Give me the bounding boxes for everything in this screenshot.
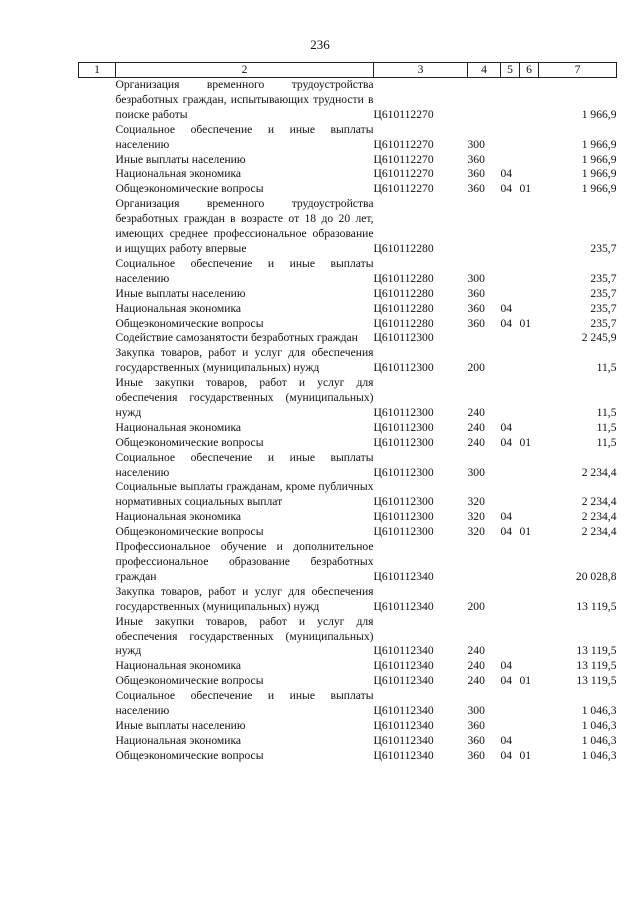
name-cell: Содействие самозанятости безработных граждан (115, 331, 358, 345)
code-cell: Ц610112300 (373, 510, 434, 524)
name-cell: Закупка товаров, работ и услуг для обеспечения государственных (муниципальных) нужд (115, 346, 374, 375)
name-cell: Иные выплаты населению (115, 286, 246, 300)
code-cell: Ц610112300 (373, 495, 434, 509)
name-cell: Закупка товаров, работ и услуг для обеспечения государственных (муниципальных) нужд (115, 584, 374, 613)
vr-cell: 320 (467, 510, 485, 524)
vr-cell: 360 (467, 286, 485, 300)
row-number-cell (79, 182, 116, 197)
code-cell: Ц610112270 (373, 182, 434, 196)
name-cell: Национальная экономика (115, 167, 242, 181)
table-row (79, 436, 617, 451)
vr-cell: 240 (467, 435, 485, 449)
name-cell: Общеэкономические вопросы (115, 674, 264, 688)
name-cell: Общеэкономические вопросы (115, 316, 264, 330)
sum-cell: 13 119,5 (576, 644, 617, 658)
table-row (79, 302, 617, 317)
table-body (79, 78, 617, 764)
pr-cell (520, 78, 539, 123)
page-number: 236 (310, 37, 330, 52)
code-cell: Ц610112270 (373, 137, 434, 151)
name-cell: Общеэкономические вопросы (115, 435, 264, 449)
sum-cell: 1 966,9 (581, 182, 617, 196)
row-number-cell (79, 302, 116, 317)
pr-cell (520, 719, 539, 734)
pr-cell (520, 331, 539, 346)
name-cell: Социальное обеспечение и иные выплаты населению (115, 122, 374, 151)
pr-cell (520, 167, 539, 182)
sum-cell: 11,5 (596, 435, 617, 449)
rz-cell (501, 615, 520, 660)
header-col-6: 6 (520, 63, 539, 78)
sum-cell: 2 245,9 (581, 331, 617, 345)
rz-cell (501, 540, 520, 585)
vr-cell: 240 (467, 644, 485, 658)
row-number-cell (79, 689, 116, 719)
vr-cell: 360 (467, 748, 485, 762)
row-number-cell (79, 167, 116, 182)
sum-cell: 1 966,9 (581, 167, 617, 181)
vr-cell: 240 (467, 674, 485, 688)
rz-cell (501, 257, 520, 287)
table-row (79, 749, 617, 764)
table-row (79, 78, 617, 123)
pr-cell (520, 451, 539, 481)
code-cell: Ц610112280 (373, 301, 434, 315)
vr-cell: 240 (467, 405, 485, 419)
code-cell: Ц610112280 (373, 316, 434, 330)
vr-cell: 360 (467, 301, 485, 315)
header-col-3: 3 (374, 63, 468, 78)
vr-cell (468, 331, 501, 346)
table-row (79, 257, 617, 287)
rz-cell (501, 346, 520, 376)
rz-cell: 04 (500, 167, 513, 181)
pr-cell (520, 287, 539, 302)
name-cell: Общеэкономические вопросы (115, 748, 264, 762)
sum-cell: 1 046,3 (581, 704, 617, 718)
code-cell: Ц610112340 (373, 644, 434, 658)
name-cell: Иные выплаты населению (115, 718, 246, 732)
table-row (79, 585, 617, 615)
sum-cell: 13 119,5 (576, 599, 617, 613)
vr-cell: 360 (467, 182, 485, 196)
name-cell: Общеэкономические вопросы (115, 182, 264, 196)
code-cell: Ц610112270 (373, 152, 434, 166)
rz-cell (501, 123, 520, 153)
vr-cell: 300 (467, 271, 485, 285)
table-row (79, 421, 617, 436)
table-row (79, 689, 617, 719)
pr-cell (520, 376, 539, 421)
table-row (79, 719, 617, 734)
vr-cell: 360 (467, 733, 485, 747)
table-row (79, 674, 617, 689)
table-row (79, 659, 617, 674)
code-cell: Ц610112340 (373, 718, 434, 732)
rz-cell: 04 (500, 733, 513, 747)
sum-cell: 1 966,9 (581, 152, 617, 166)
sum-cell: 13 119,5 (576, 674, 617, 688)
header-row (79, 63, 617, 78)
code-cell: Ц610112340 (373, 704, 434, 718)
code-cell: Ц610112300 (373, 465, 434, 479)
pr-cell: 01 (519, 525, 532, 539)
table-row (79, 615, 617, 660)
table-header (79, 63, 617, 78)
table-row (79, 346, 617, 376)
name-cell: Иные закупки товаров, работ и услуг для обеспечения государственных (муниципальных) нужд (115, 376, 374, 419)
row-number-cell (79, 123, 116, 153)
name-cell: Национальная экономика (115, 510, 242, 524)
row-number-cell (79, 749, 116, 764)
table-row (79, 167, 617, 182)
pr-cell: 01 (519, 435, 532, 449)
rz-cell: 04 (500, 674, 513, 688)
vr-cell (468, 78, 501, 123)
sum-cell: 2 234,4 (581, 465, 617, 479)
sum-cell: 235,7 (590, 316, 617, 330)
vr-cell: 200 (467, 599, 485, 613)
sum-cell: 1 966,9 (581, 107, 617, 121)
row-number-cell (79, 257, 116, 287)
table-row (79, 331, 617, 346)
code-cell: Ц610112280 (373, 271, 434, 285)
rz-cell (501, 153, 520, 168)
vr-cell: 360 (467, 718, 485, 732)
rz-cell (501, 376, 520, 421)
row-number-cell (79, 734, 116, 749)
row-number-cell (79, 346, 116, 376)
code-cell: Ц610112340 (373, 569, 434, 583)
code-cell: Ц610112280 (373, 241, 434, 255)
name-cell: Национальная экономика (115, 301, 242, 315)
sum-cell: 11,5 (596, 405, 617, 419)
name-cell: Социальные выплаты гражданам, кроме публичных нормативных социальных выплат (115, 480, 374, 509)
vr-cell (468, 197, 501, 257)
pr-cell (520, 615, 539, 660)
name-cell: Социальное обеспечение и иные выплаты населению (115, 256, 374, 285)
header-col-1: 1 (79, 63, 116, 78)
vr-cell: 240 (467, 420, 485, 434)
vr-cell: 240 (467, 659, 485, 673)
vr-cell: 300 (467, 465, 485, 479)
name-cell: Организация временного трудоустройства безработных граждан в возрасте от 18 до 20 лет, имеющих среднее профессиональное образование и ищущих работу впервые (115, 197, 374, 255)
row-number-cell (79, 510, 116, 525)
sum-cell: 235,7 (590, 271, 617, 285)
code-cell: Ц610112340 (373, 659, 434, 673)
pr-cell (520, 153, 539, 168)
vr-cell: 360 (467, 316, 485, 330)
sum-cell: 2 234,4 (581, 495, 617, 509)
sum-cell: 2 234,4 (581, 510, 617, 524)
rz-cell (501, 197, 520, 257)
sum-cell: 2 234,4 (581, 525, 617, 539)
sum-cell: 235,7 (590, 286, 617, 300)
pr-cell (520, 197, 539, 257)
rz-cell (501, 287, 520, 302)
row-number-cell (79, 287, 116, 302)
table-row (79, 182, 617, 197)
name-cell: Иные выплаты населению (115, 152, 246, 166)
row-number-cell (79, 451, 116, 481)
sum-cell: 235,7 (590, 241, 617, 255)
code-cell: Ц610112300 (373, 525, 434, 539)
name-cell: Общеэкономические вопросы (115, 525, 264, 539)
rz-cell (501, 689, 520, 719)
row-number-cell (79, 317, 116, 332)
name-cell: Социальное обеспечение и иные выплаты населению (115, 689, 374, 718)
table-row (79, 510, 617, 525)
pr-cell (520, 510, 539, 525)
sum-cell: 13 119,5 (576, 659, 617, 673)
pr-cell: 01 (519, 182, 532, 196)
row-number-cell (79, 197, 116, 257)
header-col-7: 7 (539, 63, 617, 78)
row-number-cell (79, 78, 116, 123)
pr-cell (520, 123, 539, 153)
rz-cell: 04 (500, 182, 513, 196)
pr-cell: 01 (519, 748, 532, 762)
table-row (79, 525, 617, 540)
rz-cell: 04 (500, 659, 513, 673)
row-number-cell (79, 719, 116, 734)
vr-cell: 360 (467, 152, 485, 166)
header-col-2: 2 (116, 63, 374, 78)
pr-cell (520, 346, 539, 376)
row-number-cell (79, 540, 116, 585)
row-number-cell (79, 615, 116, 660)
row-number-cell (79, 585, 116, 615)
table-row (79, 540, 617, 585)
table-row (79, 376, 617, 421)
rz-cell (501, 451, 520, 481)
sum-cell: 1 966,9 (581, 137, 617, 151)
table-row (79, 287, 617, 302)
table-row (79, 197, 617, 257)
rz-cell: 04 (500, 301, 513, 315)
vr-cell: 300 (467, 137, 485, 151)
vr-cell: 320 (467, 525, 485, 539)
code-cell: Ц610112340 (373, 733, 434, 747)
row-number-cell (79, 659, 116, 674)
code-cell: Ц610112340 (373, 599, 434, 613)
table-row (79, 153, 617, 168)
rz-cell: 04 (500, 420, 513, 434)
pr-cell (520, 257, 539, 287)
pr-cell: 01 (519, 674, 532, 688)
sum-cell: 235,7 (590, 301, 617, 315)
vr-cell: 360 (467, 167, 485, 181)
rz-cell (501, 331, 520, 346)
code-cell: Ц610112300 (373, 435, 434, 449)
rz-cell (501, 719, 520, 734)
rz-cell: 04 (500, 525, 513, 539)
rz-cell: 04 (500, 316, 513, 330)
code-cell: Ц610112300 (373, 331, 434, 345)
pr-cell (520, 734, 539, 749)
code-cell: Ц610112270 (373, 167, 434, 181)
name-cell: Социальное обеспечение и иные выплаты населению (115, 450, 374, 479)
row-number-cell (79, 153, 116, 168)
table-row (79, 123, 617, 153)
name-cell: Организация временного трудоустройства безработных граждан, испытывающих трудности в поиске работы (115, 78, 374, 121)
rz-cell (501, 480, 520, 510)
name-cell: Национальная экономика (115, 659, 242, 673)
name-cell: Профессиональное обучение и дополнительное профессиональное образование безработных граждан (115, 540, 374, 583)
code-cell: Ц610112300 (373, 405, 434, 419)
vr-cell: 300 (467, 704, 485, 718)
sum-cell: 20 028,8 (575, 569, 617, 583)
row-number-cell (79, 376, 116, 421)
row-number-cell (79, 525, 116, 540)
table-row (79, 480, 617, 510)
vr-cell: 200 (467, 361, 485, 375)
sum-cell: 11,5 (596, 361, 617, 375)
code-cell: Ц610112270 (373, 107, 434, 121)
pr-cell (520, 480, 539, 510)
rz-cell (501, 78, 520, 123)
sum-cell: 1 046,3 (581, 733, 617, 747)
row-number-cell (79, 480, 116, 510)
table-row (79, 451, 617, 481)
header-col-4: 4 (468, 63, 501, 78)
sum-cell: 1 046,3 (581, 718, 617, 732)
code-cell: Ц610112300 (373, 420, 434, 434)
pr-cell (520, 689, 539, 719)
header-col-5: 5 (501, 63, 520, 78)
name-cell: Национальная экономика (115, 420, 242, 434)
sum-cell: 11,5 (596, 420, 617, 434)
code-cell: Ц610112300 (373, 361, 434, 375)
row-number-cell (79, 674, 116, 689)
code-cell: Ц610112340 (373, 748, 434, 762)
pr-cell (520, 659, 539, 674)
rz-cell: 04 (500, 748, 513, 762)
pr-cell (520, 302, 539, 317)
code-cell: Ц610112280 (373, 286, 434, 300)
sum-cell: 1 046,3 (581, 748, 617, 762)
pr-cell (520, 540, 539, 585)
rz-cell (501, 585, 520, 615)
vr-cell: 320 (467, 495, 485, 509)
pr-cell (520, 585, 539, 615)
table-row (79, 317, 617, 332)
row-number-cell (79, 436, 116, 451)
name-cell: Национальная экономика (115, 733, 242, 747)
code-cell: Ц610112340 (373, 674, 434, 688)
name-cell: Иные закупки товаров, работ и услуг для обеспечения государственных (муниципальных) нужд (115, 614, 374, 658)
budget-table (78, 62, 617, 764)
row-number-cell (79, 331, 116, 346)
table-row (79, 734, 617, 749)
pr-cell: 01 (519, 316, 532, 330)
row-number-cell (79, 421, 116, 436)
pr-cell (520, 421, 539, 436)
rz-cell: 04 (500, 510, 513, 524)
vr-cell (468, 540, 501, 585)
rz-cell: 04 (500, 435, 513, 449)
